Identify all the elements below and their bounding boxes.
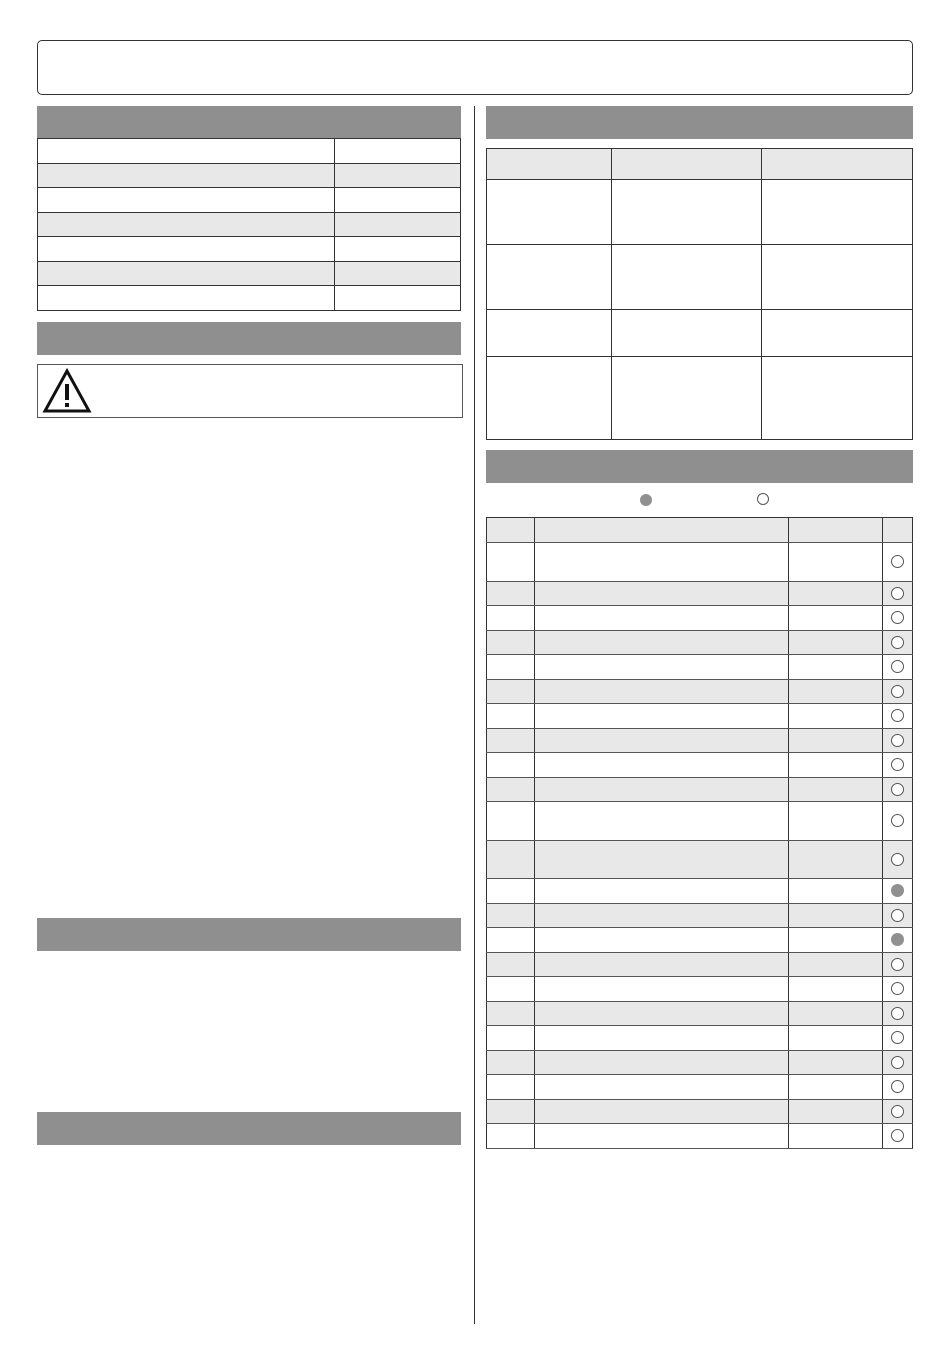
table-cell [535, 630, 789, 655]
indicator-table [486, 517, 913, 1149]
table-cell [487, 630, 535, 655]
empty-indicator-icon [891, 636, 904, 649]
page-title-box [37, 40, 913, 95]
status-cell [883, 840, 913, 879]
empty-indicator-icon [891, 1031, 904, 1044]
table-cell [535, 952, 789, 977]
status-cell [883, 777, 913, 802]
table-cell [789, 879, 883, 904]
table-row [487, 928, 913, 953]
filled-indicator-icon [640, 494, 652, 506]
status-cell [883, 952, 913, 977]
table-cell [789, 606, 883, 631]
empty-indicator-icon [891, 909, 904, 922]
table-cell [762, 180, 913, 245]
status-cell [883, 581, 913, 606]
table-cell [487, 581, 535, 606]
table-row [487, 1026, 913, 1051]
status-cell [883, 802, 913, 841]
table-cell [535, 777, 789, 802]
empty-indicator-icon [891, 958, 904, 971]
table-cell [535, 928, 789, 953]
table-cell [535, 1050, 789, 1075]
table-cell [611, 310, 762, 357]
table-cell [535, 1099, 789, 1124]
table-cell [487, 655, 535, 680]
empty-indicator-icon [891, 685, 904, 698]
table-cell [535, 606, 789, 631]
empty-indicator-icon [891, 783, 904, 796]
table-row [487, 840, 913, 879]
table-cell [487, 180, 612, 245]
table-row [487, 753, 913, 778]
table-header-row [487, 149, 913, 180]
table-cell [789, 903, 883, 928]
table-row [487, 977, 913, 1002]
table-cell [789, 1124, 883, 1149]
table-cell [535, 753, 789, 778]
table-cell [487, 728, 535, 753]
table-row [487, 655, 913, 680]
table-cell [535, 581, 789, 606]
spec-label [38, 261, 335, 286]
table-cell [789, 777, 883, 802]
table-row [487, 1124, 913, 1149]
status-cell [883, 879, 913, 904]
spec-value [335, 237, 461, 262]
table-cell [487, 840, 535, 879]
table-cell [611, 245, 762, 310]
empty-indicator-icon [891, 758, 904, 771]
table-row [487, 543, 913, 582]
table-row [487, 704, 913, 729]
table-cell [535, 1075, 789, 1100]
empty-indicator-icon [891, 709, 904, 722]
header-cell [487, 518, 535, 543]
table-row [487, 581, 913, 606]
empty-indicator-icon [891, 982, 904, 995]
table-row [487, 802, 913, 841]
status-cell [883, 606, 913, 631]
table-row [487, 630, 913, 655]
filled-indicator-icon [891, 933, 904, 946]
spec-label [38, 212, 335, 237]
table-cell [487, 928, 535, 953]
table-cell [487, 543, 535, 582]
table-cell [789, 679, 883, 704]
status-cell [883, 977, 913, 1002]
status-cell [883, 655, 913, 680]
table-cell [762, 245, 913, 310]
status-cell [883, 679, 913, 704]
status-cell [883, 1075, 913, 1100]
indicator-legend [486, 486, 913, 512]
table-cell [487, 245, 612, 310]
spec-label [38, 286, 335, 311]
status-cell [883, 928, 913, 953]
table-cell [789, 630, 883, 655]
table-cell [487, 1001, 535, 1026]
spec-value [335, 163, 461, 188]
spec-row [38, 286, 461, 311]
section-header-bar-safety [37, 322, 461, 355]
table-cell [487, 977, 535, 1002]
section-header-bar-right-2 [486, 450, 913, 483]
status-cell [883, 704, 913, 729]
header-cell [611, 149, 762, 180]
spec-value [335, 212, 461, 237]
table-cell [789, 655, 883, 680]
table-cell [535, 1026, 789, 1051]
header-cell [535, 518, 789, 543]
status-cell [883, 903, 913, 928]
header-cell [487, 149, 612, 180]
spec-row [38, 139, 461, 164]
column-divider [474, 106, 475, 1324]
warning-box [37, 364, 463, 418]
status-cell [883, 630, 913, 655]
spec-label [38, 237, 335, 262]
table-cell [535, 903, 789, 928]
status-cell [883, 543, 913, 582]
table-cell [611, 357, 762, 440]
empty-indicator-icon [891, 1080, 904, 1093]
empty-indicator-icon [891, 587, 904, 600]
spec-value [335, 261, 461, 286]
table-cell [789, 1026, 883, 1051]
status-cell [883, 1050, 913, 1075]
table-cell [789, 543, 883, 582]
table-cell [487, 1124, 535, 1149]
table-cell [535, 977, 789, 1002]
spec-label [38, 139, 335, 164]
table-cell [789, 728, 883, 753]
empty-indicator-icon [891, 611, 904, 624]
table-cell [487, 357, 612, 440]
table-cell [789, 1001, 883, 1026]
empty-indicator-icon [757, 493, 769, 505]
table-cell [789, 977, 883, 1002]
table-cell [535, 543, 789, 582]
status-cell [883, 728, 913, 753]
table-cell [535, 879, 789, 904]
table-row [487, 1099, 913, 1124]
table-cell [535, 840, 789, 879]
empty-indicator-icon [891, 814, 904, 827]
table-cell [487, 1026, 535, 1051]
status-cell [883, 1026, 913, 1051]
table-cell [487, 879, 535, 904]
table-cell [535, 704, 789, 729]
spec-table [37, 138, 461, 311]
table-cell [611, 180, 762, 245]
table-cell [487, 1075, 535, 1100]
table-cell [487, 952, 535, 977]
table-cell [535, 679, 789, 704]
table-row [487, 245, 913, 310]
spec-label [38, 188, 335, 213]
status-cell [883, 1001, 913, 1026]
spec-row [38, 237, 461, 262]
table-cell [789, 1099, 883, 1124]
table-cell [487, 777, 535, 802]
spec-value [335, 286, 461, 311]
spec-value [335, 139, 461, 164]
empty-indicator-icon [891, 734, 904, 747]
spec-row [38, 163, 461, 188]
table-row [487, 180, 913, 245]
header-cell [789, 518, 883, 543]
spec-row [38, 261, 461, 286]
table-cell [789, 952, 883, 977]
table-cell [487, 1050, 535, 1075]
table-row [487, 728, 913, 753]
table-header-row [487, 518, 913, 543]
warning-triangle-icon [42, 368, 92, 414]
spec-row [38, 212, 461, 237]
header-cell [883, 518, 913, 543]
table-cell [487, 704, 535, 729]
table-row [487, 879, 913, 904]
table-row [487, 606, 913, 631]
table-cell [487, 1099, 535, 1124]
table-row [487, 903, 913, 928]
section-header-bar-specs [37, 106, 461, 139]
table-cell [487, 753, 535, 778]
spec-value [335, 188, 461, 213]
table-cell [789, 928, 883, 953]
table-row [487, 357, 913, 440]
table-cell [789, 802, 883, 841]
empty-indicator-icon [891, 1129, 904, 1142]
three-column-table [486, 148, 913, 440]
status-cell [883, 1099, 913, 1124]
table-cell [789, 581, 883, 606]
table-cell [535, 728, 789, 753]
empty-indicator-icon [891, 660, 904, 673]
table-cell [789, 1075, 883, 1100]
table-cell [487, 679, 535, 704]
empty-indicator-icon [891, 555, 904, 568]
spec-row [38, 188, 461, 213]
filled-indicator-icon [891, 884, 904, 897]
table-cell [789, 753, 883, 778]
table-cell [487, 310, 612, 357]
table-cell [535, 1124, 789, 1149]
table-row [487, 1050, 913, 1075]
table-cell [487, 606, 535, 631]
table-cell [789, 704, 883, 729]
table-cell [789, 1050, 883, 1075]
header-cell [762, 149, 913, 180]
table-cell [789, 840, 883, 879]
table-row [487, 952, 913, 977]
empty-indicator-icon [891, 1056, 904, 1069]
empty-indicator-icon [891, 853, 904, 866]
status-cell [883, 1124, 913, 1149]
table-cell [487, 903, 535, 928]
section-header-bar-right-1 [486, 106, 913, 139]
section-header-bar-3 [37, 918, 461, 951]
table-row [487, 777, 913, 802]
table-row [487, 1001, 913, 1026]
table-cell [487, 802, 535, 841]
table-cell [762, 357, 913, 440]
table-row [487, 1075, 913, 1100]
spec-label [38, 163, 335, 188]
table-cell [762, 310, 913, 357]
status-cell [883, 753, 913, 778]
table-cell [535, 802, 789, 841]
empty-indicator-icon [891, 1007, 904, 1020]
table-cell [535, 655, 789, 680]
empty-indicator-icon [891, 1105, 904, 1118]
section-header-bar-4 [37, 1112, 461, 1145]
table-cell [535, 1001, 789, 1026]
table-row [487, 679, 913, 704]
table-row [487, 310, 913, 357]
